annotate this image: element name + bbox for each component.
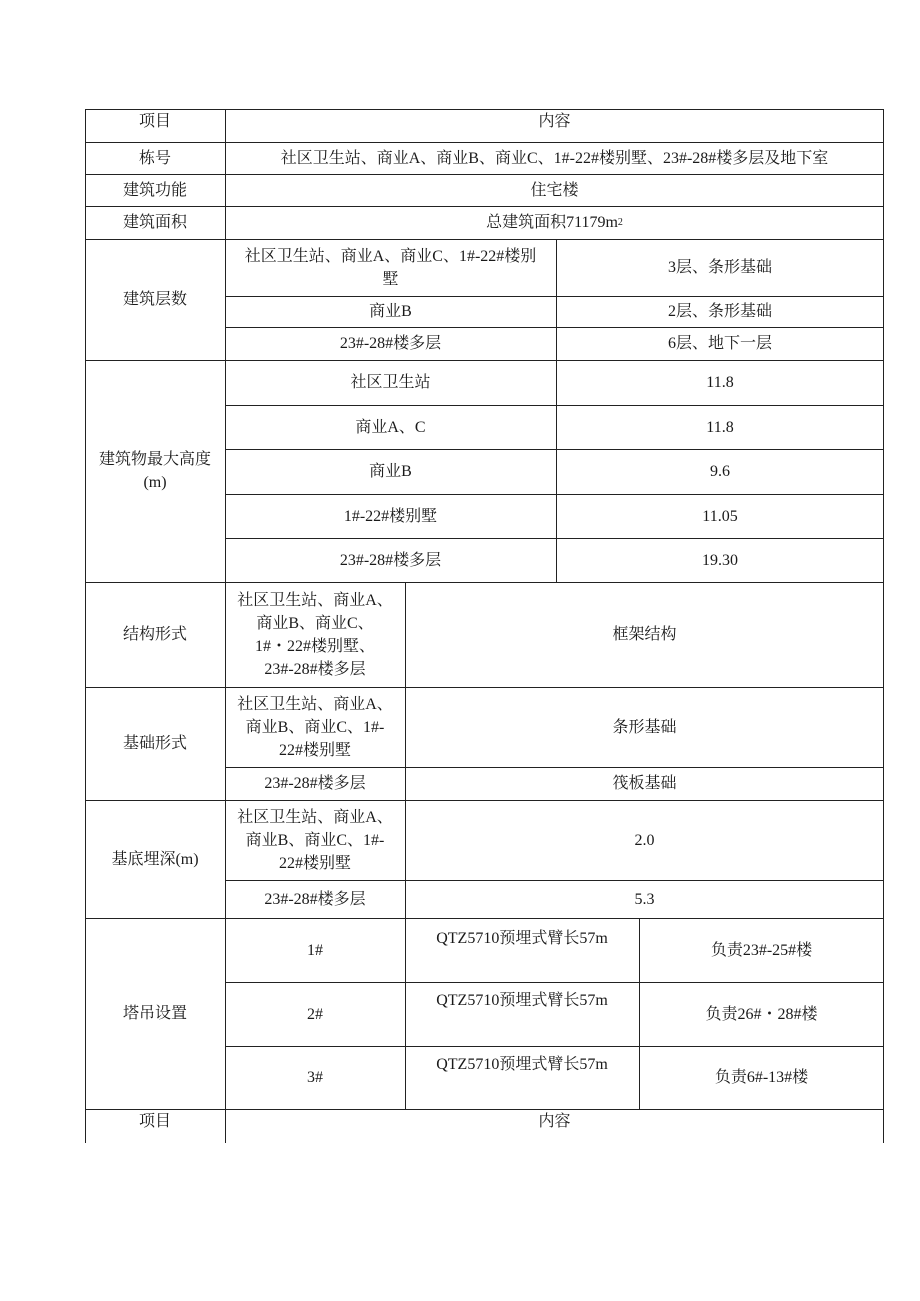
height-label-line-1: 建筑物最大高度: [98, 451, 211, 468]
crane-row-2-model: QTZ5710预埋式臂长57m: [436, 992, 608, 1009]
crane-row-1-no: 1#: [307, 941, 323, 959]
footer-content: 内容: [538, 1112, 571, 1130]
structure-name-line-4: 23#-28#楼多层: [264, 660, 366, 678]
foundation-row-2-value: 筏板基础: [612, 775, 677, 792]
depth-row-1-name-line-2: 商业B、商业C、1#-: [245, 831, 385, 849]
floors-label: 建筑层数: [122, 291, 187, 308]
structure-name-line-3: 1#・22#楼别墅、: [254, 637, 375, 655]
function-label: 建筑功能: [122, 181, 187, 199]
depth-row-1-name-line-1: 社区卫生站、商业A、: [237, 808, 393, 826]
height-row-5-name: 23#-28#楼多层: [339, 551, 442, 569]
floors-row-2-value: 2层、条形基础: [667, 303, 772, 320]
crane-row-2-no: 2#: [307, 1005, 323, 1023]
foundation-row-1-name-line-2: 商业B、商业C、1#-: [245, 718, 385, 736]
crane-row-1-duty: 负责23#-25#楼: [710, 941, 813, 959]
crane-row-1-model: QTZ5710预埋式臂长57m: [436, 930, 608, 947]
floors-row-1-name-line-1: 社区卫生站、商业A、商业C、1#-22#楼别: [244, 247, 537, 265]
depth-row-1-name-line-3: 22#楼别墅: [278, 854, 351, 872]
structure-label: 结构形式: [122, 626, 187, 643]
structure-name-line-1: 社区卫生站、商业A、: [237, 591, 393, 609]
crane-row-3-no: 3#: [307, 1069, 323, 1086]
floors-row-1-name-line-2: 墅: [382, 270, 399, 288]
foundation-row-1-name-line-3: 22#楼别墅: [278, 741, 351, 759]
crane-row-3-model: QTZ5710预埋式臂长57m: [436, 1056, 608, 1073]
function-value: 住宅楼: [530, 181, 579, 199]
foundation-row-1-value: 条形基础: [612, 718, 677, 736]
crane-label: 塔吊设置: [122, 1005, 187, 1022]
structure-name-line-2: 商业B、商业C、: [256, 614, 374, 632]
floors-row-3-value: 6层、地下一层: [667, 335, 772, 352]
height-row-2-name: 商业A、C: [355, 418, 426, 436]
height-label-line-2: (m): [143, 474, 167, 491]
floors-row-2-name: 商业B: [369, 303, 412, 320]
floors-row-3-name: 23#-28#楼多层: [339, 335, 442, 352]
depth-row-2-value: 5.3: [634, 890, 655, 908]
crane-row-3-duty: 负责6#-13#楼: [714, 1069, 809, 1086]
height-row-3-value: 9.6: [710, 463, 730, 480]
building-no-label: 栋号: [138, 149, 171, 167]
project-overview-table: [85, 109, 884, 1143]
height-row-5-value: 19.30: [702, 551, 738, 569]
building-no-value: 社区卫生站、商业A、商业B、商业C、1#-22#楼别墅、23#-28#楼多层及地下室: [280, 149, 829, 167]
height-row-3-name: 商业B: [369, 463, 412, 480]
depth-label: 基底埋深(m): [111, 850, 199, 868]
crane-row-2-duty: 负责26#・28#楼: [705, 1005, 818, 1023]
structure-value: 框架结构: [612, 626, 677, 643]
depth-row-2-name: 23#-28#楼多层: [264, 890, 366, 908]
height-row-4-value: 11.05: [702, 507, 738, 525]
foundation-row-1-name-line-1: 社区卫生站、商业A、: [237, 695, 393, 713]
depth-row-1-value: 2.0: [634, 831, 655, 849]
height-row-1-value: 11.8: [706, 374, 734, 391]
structure-name: [225, 582, 405, 687]
foundation-row-1-name: [225, 687, 405, 767]
header-item: 项目: [138, 112, 171, 130]
height-row-1-name: 社区卫生站: [350, 374, 431, 391]
floors-row-1-value: 3层、条形基础: [667, 259, 772, 276]
floors-row-1-name: [225, 239, 556, 296]
area-value: 总建筑面积71179m 2: [225, 206, 884, 239]
depth-row-1-name: [225, 800, 405, 880]
height-row-4-name: 1#-22#楼别墅: [343, 507, 438, 525]
height-label: [85, 360, 225, 582]
header-content: 内容: [538, 112, 571, 130]
footer-item: 项目: [138, 1112, 171, 1130]
area-label: 建筑面积: [122, 214, 187, 231]
foundation-row-2-name: 23#-28#楼多层: [264, 775, 366, 792]
foundation-label: 基础形式: [122, 735, 187, 752]
height-row-2-value: 11.8: [706, 418, 734, 436]
area-value-text: 总建筑面积71179m: [486, 214, 618, 231]
